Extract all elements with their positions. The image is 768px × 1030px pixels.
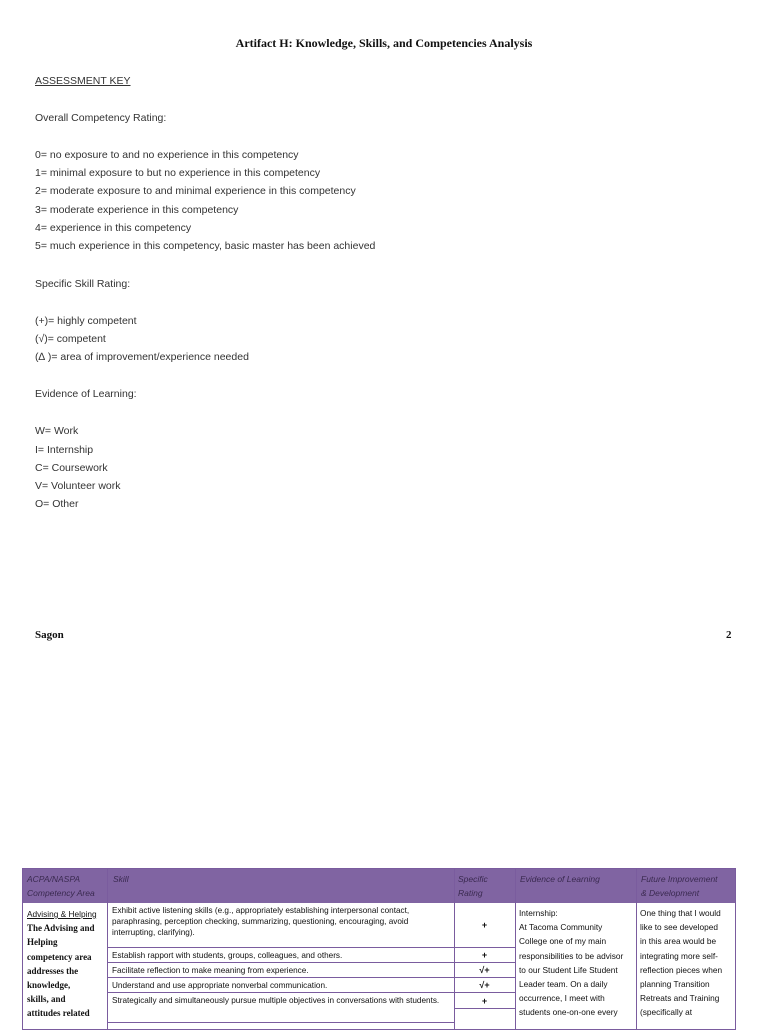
skill-cell: Establish rapport with students, groups, colleagues, and others. — [108, 948, 454, 963]
header-evidence: Evidence of Learning — [520, 874, 600, 884]
skill-cell: Exhibit active listening skills (e.g., appropriately establishing interpersonal contact, paraphrasing, perception checking, summarizing, questioning, encouraging, avoid interrupting, clarifying). — [108, 903, 454, 948]
evidence-label: Evidence of Learning: — [35, 388, 137, 400]
header-rating — [458, 872, 488, 900]
competency-table — [22, 868, 736, 1030]
evidence-item: O= Other — [35, 498, 79, 510]
evidence-item: V= Volunteer work — [35, 480, 121, 492]
future-line: planning Transition — [640, 979, 710, 990]
evidence-line: occurrence, I meet with — [519, 993, 605, 1004]
future-cell — [640, 906, 734, 1020]
future-line: Retreats and Training — [640, 993, 720, 1004]
skill-cell: Facilitate reflection to make meaning from experience. — [108, 963, 454, 978]
evidence-line: students one-on-one every — [519, 1007, 618, 1018]
header-competency — [27, 872, 95, 900]
document-title: Artifact H: Knowledge, Skills, and Competencies Analysis — [235, 36, 533, 50]
evidence-line: Internship: — [519, 908, 558, 918]
header-competency-line: Competency Area — [27, 888, 95, 898]
evidence-line: At Tacoma Community — [519, 922, 603, 933]
evidence-line: to our Student Life Student — [519, 964, 618, 975]
competency-title: Advising & Helping — [27, 909, 97, 919]
rating-cell: + — [454, 993, 515, 1009]
competency-desc-line: Helping — [27, 937, 58, 948]
future-line: integrating more self- — [640, 950, 718, 961]
competency-desc-line: addresses the — [27, 965, 79, 976]
header-future — [641, 872, 718, 900]
skill-rating-item: (√)= competent — [35, 333, 106, 345]
future-line: (specifically at — [640, 1007, 693, 1018]
competency-desc-line: skills, and — [27, 994, 66, 1005]
page-number: 2 — [726, 629, 732, 641]
evidence-item: I= Internship — [35, 444, 94, 456]
overall-rating-item: 3= moderate experience in this competency — [35, 204, 239, 216]
future-line: One thing that I would — [640, 908, 721, 918]
evidence-line: Leader team. On a daily — [519, 979, 608, 990]
rating-cell: + — [454, 948, 515, 963]
rating-cell: + — [454, 903, 515, 948]
skill-cell: Strategically and simultaneously pursue multiple objectives in conversations with students. — [108, 993, 454, 1023]
competency-desc-line: The Advising and — [27, 923, 95, 934]
skill-cell: Understand and use appropriate nonverbal communication. — [108, 978, 454, 993]
skill-rating-item: (+)= highly competent — [35, 315, 137, 327]
header-skill: Skill — [113, 874, 129, 884]
future-line: like to see developed — [640, 922, 718, 933]
overall-rating-item: 2= moderate exposure to and minimal experience in this competency — [35, 185, 356, 197]
rating-cell: √+ — [454, 963, 515, 978]
column-divider — [515, 869, 516, 1029]
header-competency-line: ACPA/NASPA — [27, 874, 81, 884]
evidence-item: W= Work — [35, 425, 79, 437]
evidence-item: C= Coursework — [35, 462, 108, 474]
header-rating-line: Rating — [458, 888, 483, 898]
overall-rating-item: 1= minimal exposure to but no experience in this competency — [35, 167, 321, 179]
header-rating-line: Specific — [458, 874, 488, 884]
skill-rating-item: (∆ )= area of improvement/experience needed — [35, 351, 249, 363]
future-line: reflection pieces when — [640, 964, 723, 975]
competency-area-cell — [27, 907, 107, 1021]
table-header — [23, 869, 735, 903]
header-future-line: Future Improvement — [641, 874, 718, 884]
rating-cell: √+ — [454, 978, 515, 993]
competency-desc-line: competency area — [27, 951, 92, 962]
footer-author: Sagon — [35, 629, 64, 641]
evidence-cell — [519, 906, 635, 1020]
overall-rating-item: 5= much experience in this competency, basic master has been achieved — [35, 240, 376, 252]
overall-rating-item: 4= experience in this competency — [35, 222, 192, 234]
column-divider — [636, 869, 637, 1029]
assessment-key-heading: ASSESSMENT KEY — [35, 75, 131, 87]
header-future-line: & Development — [641, 888, 700, 898]
evidence-line: College one of my main — [519, 936, 607, 947]
overall-rating-label: Overall Competency Rating: — [35, 112, 167, 124]
skill-rating-label: Specific Skill Rating: — [35, 278, 131, 290]
competency-desc-line: knowledge, — [27, 980, 71, 991]
evidence-line: responsibilities to be advisor — [519, 950, 624, 961]
future-line: in this area would be — [640, 936, 717, 947]
competency-desc-line: attitudes related — [27, 1008, 90, 1019]
overall-rating-item: 0= no exposure to and no experience in this competency — [35, 149, 299, 161]
